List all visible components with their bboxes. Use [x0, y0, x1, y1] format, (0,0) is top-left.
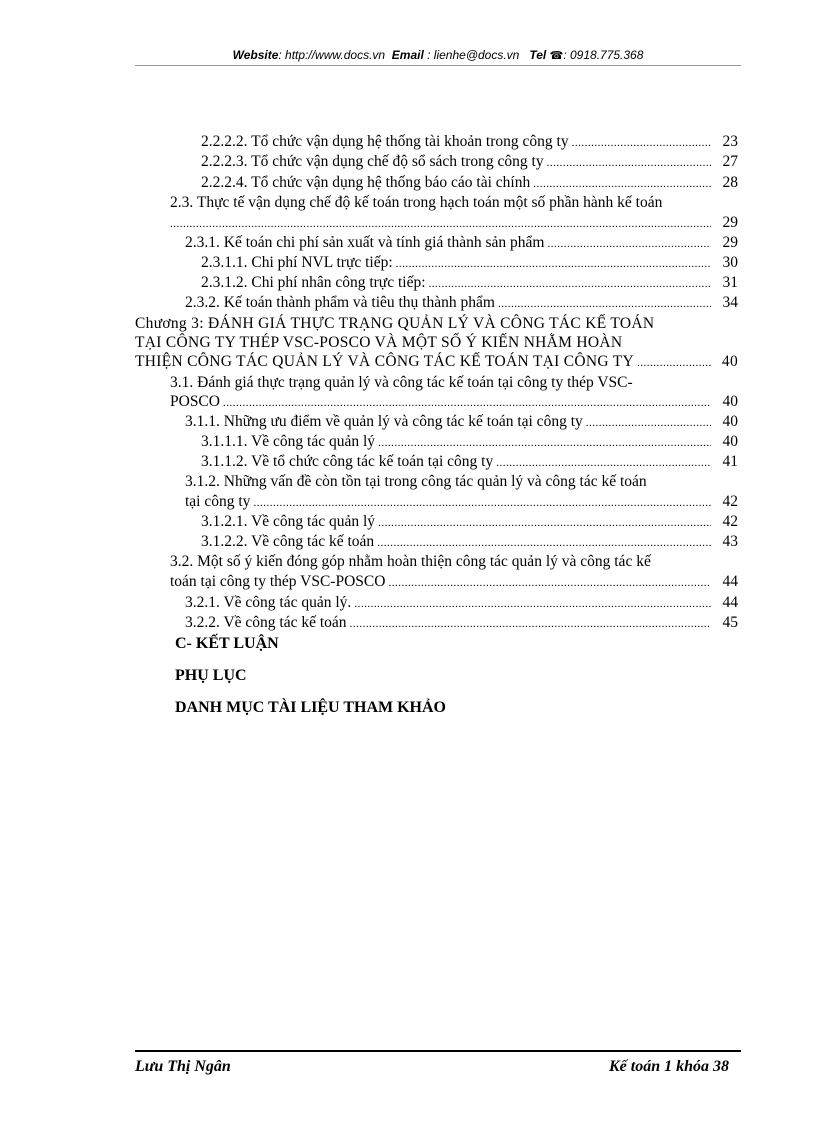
toc-entry-title: 3.1.1. Những ưu điểm về quản lý và công tác kế toán tại công ty — [185, 413, 583, 430]
toc-entry-page: 30 — [722, 254, 738, 271]
footer-author: Lưu Thị Ngân — [135, 1058, 231, 1075]
toc-entry-line1[interactable]: 3.2. Một số ý kiến đóng góp nhằm hoàn thiện công tác quản lý và công tác kế — [170, 553, 651, 570]
toc-entry-page: 34 — [722, 294, 738, 311]
toc-entry-title: toán tại công ty thép VSC-POSCO — [170, 573, 386, 590]
page-footer — [135, 1050, 741, 1076]
toc-entry-title: 2.3.1.2. Chi phí nhân công trực tiếp: — [201, 274, 426, 291]
toc-entry-page: 41 — [722, 453, 738, 470]
toc-entry[interactable] — [185, 412, 738, 432]
toc-entry-title: 3.1.1.1. Về công tác quản lý — [201, 433, 376, 450]
website-value: : http://www.docs.vn — [278, 48, 386, 62]
toc-entry-title: 3.2.1. Về công tác quản lý. — [185, 594, 352, 611]
toc-entry-page: 40 — [721, 353, 738, 370]
toc-entry[interactable] — [201, 152, 738, 172]
toc-entry-title: 2.3.1. Kế toán chi phí sản xuất và tính giá thành sản phẩm — [185, 234, 545, 251]
toc-entry-page: 42 — [722, 513, 738, 530]
toc-leader-dots — [170, 214, 711, 234]
toc-entry[interactable] — [201, 132, 738, 152]
toc-entry-page: 40 — [722, 413, 738, 430]
toc-leader-dots — [572, 133, 711, 153]
toc-leader-dots — [223, 393, 711, 413]
toc-entry-page: 27 — [722, 153, 738, 170]
toc-entry-page: 23 — [722, 133, 738, 150]
toc-entry[interactable] — [135, 352, 738, 372]
toc-entry-page: 40 — [722, 433, 738, 450]
toc-entry-title: THIỆN CÔNG TÁC QUẢN LÝ VÀ CÔNG TÁC KẾ TOÁN TẠI CÔNG TY — [135, 353, 635, 370]
toc-entry-page: 45 — [722, 614, 738, 631]
toc-entry-line1[interactable]: 3.1.2. Những vấn đề còn tồn tại trong công tác quản lý và công tác kế toán — [185, 473, 647, 490]
toc-entry-line1[interactable]: 2.3. Thực tế vận dụng chế độ kế toán trong hạch toán một số phần hành kế toán — [170, 194, 663, 211]
toc-entry[interactable] — [201, 432, 738, 452]
toc-leader-dots — [496, 453, 711, 473]
toc-entry-page: 31 — [722, 274, 738, 291]
toc-entry[interactable] — [201, 452, 738, 472]
toc-entry-title: 3.1.2.1. Về công tác quản lý — [201, 513, 376, 530]
toc-leader-dots — [637, 353, 711, 373]
toc-leader-dots — [586, 413, 711, 433]
toc-entry-page: 44 — [722, 573, 738, 590]
footer-class: Kế toán 1 khóa 38 — [608, 1058, 729, 1075]
toc-leader-dots — [388, 573, 711, 593]
toc-entry-title: 3.2.2. Về công tác kế toán — [185, 614, 347, 631]
toc-entry[interactable] — [185, 233, 738, 253]
toc-entry[interactable] — [185, 492, 738, 512]
toc-leader-dots — [350, 614, 711, 634]
toc-leader-dots — [354, 594, 711, 614]
tel-value: : 0918.775.368 — [563, 48, 644, 62]
toc-entry-title: 3.1.2.2. Về công tác kế toán — [201, 533, 375, 550]
toc-entry-title: 2.2.2.2. Tổ chức vận dụng hệ thống tài khoản trong công ty — [201, 133, 569, 150]
toc-entry[interactable] — [170, 213, 738, 233]
toc-entry[interactable] — [185, 593, 738, 613]
toc-entry-title: POSCO — [170, 393, 220, 410]
toc-entry[interactable] — [201, 273, 738, 293]
toc-entry-title: 2.3.2. Kế toán thành phẩm và tiêu thụ thành phẩm — [185, 294, 495, 311]
toc-entry-page: 43 — [722, 533, 738, 550]
appendix-heading[interactable]: PHỤ LỤC — [175, 667, 247, 684]
toc-entry-page: 29 — [722, 234, 738, 251]
toc-entry-title: 2.2.2.3. Tổ chức vận dụng chế độ sổ sách trong công ty — [201, 153, 544, 170]
references-heading[interactable]: DANH MỤC TÀI LIỆU THAM KHẢO — [175, 699, 446, 716]
toc-entry-title: 2.3.1.1. Chi phí NVL trực tiếp: — [201, 254, 393, 271]
phone-icon: ☎ — [549, 50, 564, 62]
toc-entry-page: 44 — [722, 594, 738, 611]
toc-leader-dots — [533, 174, 711, 194]
chapter-3-line2[interactable]: TẠI CÔNG TY THÉP VSC-POSCO VÀ MỘT SỐ Ý KIẾN NHẰM HOÀN — [135, 334, 623, 351]
conclusion-heading[interactable]: C- KẾT LUẬN — [175, 635, 279, 652]
chapter-3-line1[interactable]: Chương 3: ĐÁNH GIÁ THỰC TRẠNG QUẢN LÝ VÀ CÔNG TÁC KẾ TOÁN — [135, 315, 655, 332]
toc-entry[interactable] — [201, 173, 738, 193]
toc-leader-dots — [429, 274, 711, 294]
toc-leader-dots — [378, 513, 711, 533]
toc-entry-page: 28 — [722, 174, 738, 191]
email-label: Email — [391, 48, 424, 62]
website-label: Website — [232, 48, 279, 62]
toc-entry-page: 29 — [722, 214, 738, 231]
toc-entry[interactable] — [201, 512, 738, 532]
toc-entry[interactable] — [170, 392, 738, 412]
toc-entry-title: 3.1.1.2. Về tổ chức công tác kế toán tại công ty — [201, 453, 494, 470]
toc-entry[interactable] — [201, 253, 738, 273]
toc-entry-line1[interactable]: 3.1. Đánh giá thực trạng quản lý và công tác kế toán tại công ty thép VSC- — [170, 374, 633, 391]
toc-entry-page: 40 — [722, 393, 738, 410]
tel-label: Tel — [529, 48, 547, 62]
toc-entry[interactable] — [185, 293, 738, 313]
toc-leader-dots — [253, 493, 711, 513]
toc-entry[interactable] — [170, 572, 738, 592]
toc-leader-dots — [547, 153, 711, 173]
toc-entry-title: tại công ty — [185, 493, 251, 510]
toc-entry-page: 42 — [722, 493, 738, 510]
toc-leader-dots — [396, 254, 711, 274]
toc-entry[interactable] — [185, 613, 738, 633]
toc-entry-title: 2.2.2.4. Tổ chức vận dụng hệ thống báo cáo tài chính — [201, 174, 531, 191]
email-value: : lienhe@docs.vn — [427, 48, 520, 62]
toc-leader-dots — [377, 533, 711, 553]
toc-leader-dots — [547, 234, 711, 254]
toc-leader-dots — [378, 433, 711, 453]
toc-leader-dots — [498, 294, 711, 314]
toc-entry[interactable] — [201, 532, 738, 552]
